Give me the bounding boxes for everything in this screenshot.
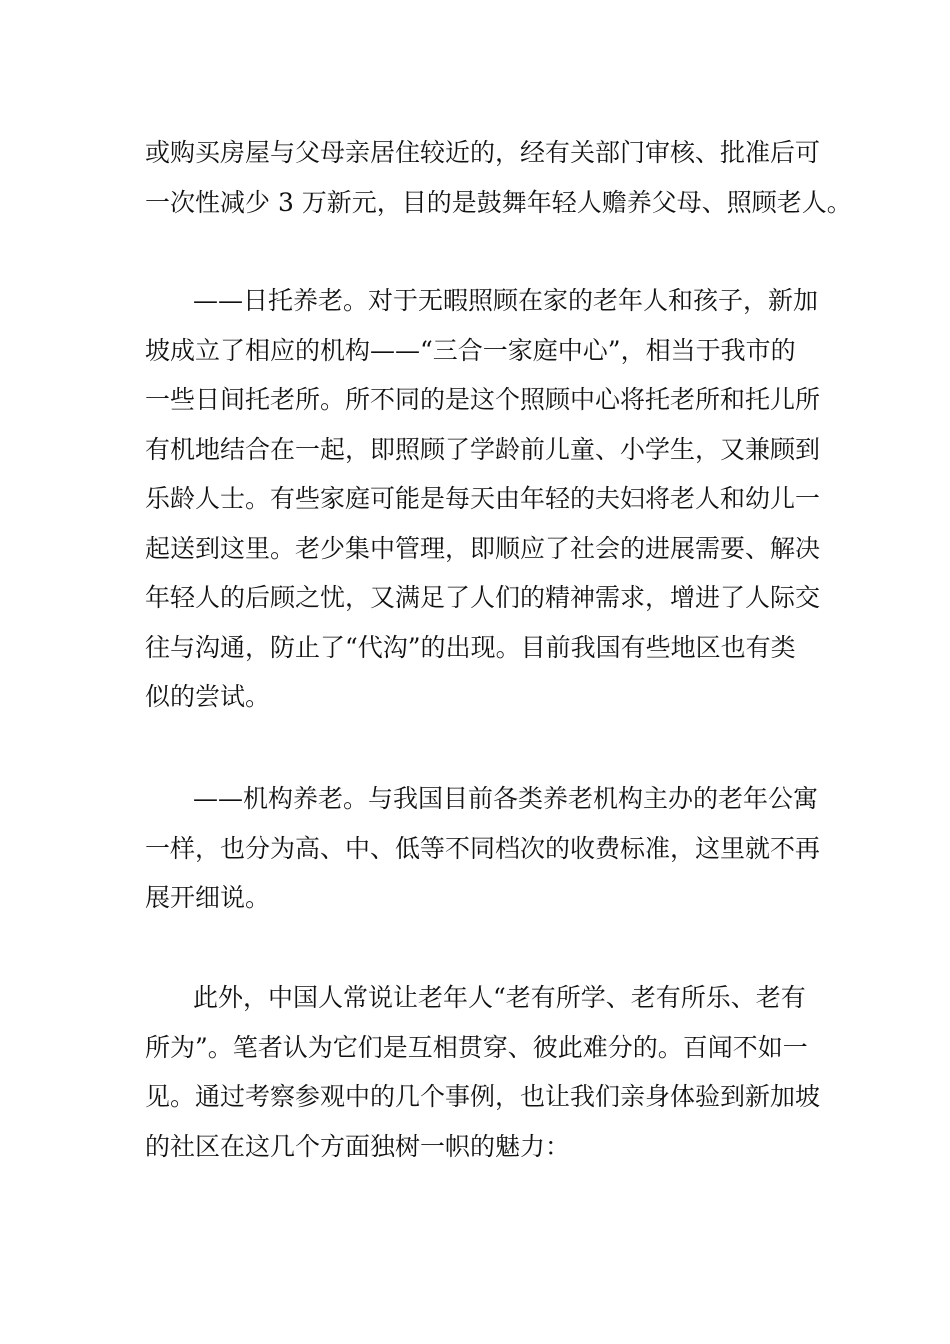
text-line: 所为”。笔者认为它们是互相贯穿、彼此难分的。百闻不如一 (145, 1032, 808, 1062)
text-line: ——机构养老。与我国目前各类养老机构主办的老年公寓 (193, 784, 819, 813)
text-line: 见。通过考察参观中的几个事例，也让我们亲身体验到新加坡 (145, 1082, 821, 1111)
paragraph-3 (145, 774, 825, 923)
text-line: 的社区在这几个方面独树一帜的魅力： (145, 1131, 571, 1161)
paragraph-4 (145, 973, 825, 1171)
paragraph-1 (145, 128, 852, 227)
paragraph-2 (145, 276, 825, 722)
text-line: 年轻人的后顾之忧，又满足了人们的精神需求，增进了人际交 (145, 583, 821, 612)
text-line: 或购买房屋与父母亲居住较近的，经有关部门审核、批准后可 (145, 138, 821, 167)
text-line: ——日托养老。对于无暇照顾在家的老年人和孩子，新加 (193, 286, 819, 315)
text-line: 此外，中国人常说让老年人“老有所学、老有所乐、老有 (193, 983, 806, 1012)
text-line: 起送到这里。老少集中管理，即顺应了社会的进展需要、解决 (145, 533, 821, 563)
text-line: 展开细说。 (145, 883, 271, 912)
text-line: 有机地结合在一起，即照顾了学龄前儿童、小学生，又兼顾到 (145, 434, 821, 464)
text-line: 往与沟通，防止了“代沟”的出现。目前我国有些地区也有类 (145, 632, 796, 662)
text-line: 一样，也分为高、中、低等不同档次的收费标准，这里就不再 (145, 833, 821, 863)
text-line: 一些日间托老所。所不同的是这个照顾中心将托老所和托儿所 (145, 385, 821, 414)
text-line: 乐龄人士。有些家庭可能是每天由年轻的夫妇将老人和幼儿一 (145, 484, 821, 513)
text-line: 一次性减少 3 万新元，目的是鼓舞年轻人赡养父母、照顾老人。 (145, 187, 852, 217)
text-line: 坡成立了相应的机构——“三合一家庭中心”，相当于我市的 (145, 335, 796, 365)
text-line: 似的尝试。 (145, 682, 271, 711)
